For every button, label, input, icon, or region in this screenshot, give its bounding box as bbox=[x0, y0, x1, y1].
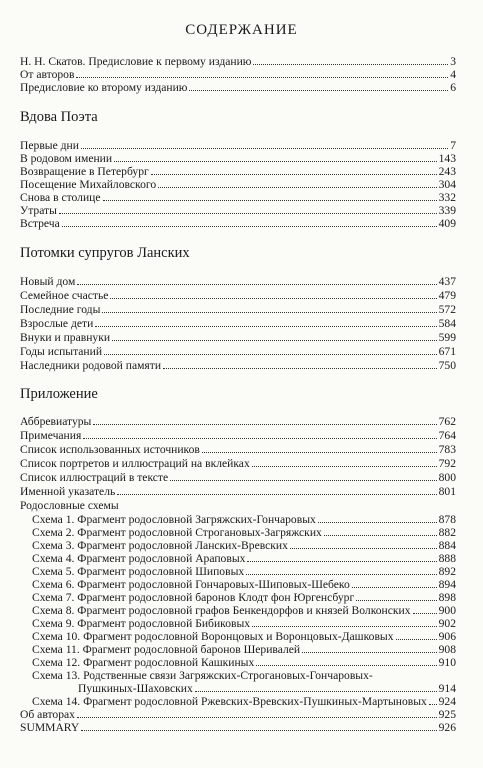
toc-entry: Снова в столице 332 bbox=[20, 191, 456, 204]
toc-entry: Посещение Михайловского 304 bbox=[20, 178, 456, 191]
toc-scheme-entry-line1: Схема 13. Родственные связи Загряжских-Строгановых-Гончаровых- bbox=[32, 669, 373, 682]
toc-scheme-entry: Схема 14. Фрагмент родословной Ржевских-Вревских-Пушкиных-Мартыновых 924 bbox=[32, 695, 456, 708]
toc-scheme-entry-line2: Пушкиных-Шаховских 914 bbox=[78, 682, 456, 695]
toc-scheme-entry: Схема 10. Фрагмент родословной Воронцовых и Воронцовых-Дашковых 906 bbox=[32, 630, 456, 643]
toc-scheme-entry: Схема 7. Фрагмент родословной баронов Клодт фон Юргенсбург 898 bbox=[32, 591, 456, 604]
toc-entry: Наследники родовой памяти 750 bbox=[20, 359, 456, 372]
toc-entry: От авторов 4 bbox=[20, 68, 456, 81]
toc-scheme-entry: Схема 3. Фрагмент родословной Ланских-Вревских 884 bbox=[32, 539, 456, 552]
toc-entry: Возвращение в Петербург 243 bbox=[20, 165, 456, 178]
toc-entry: Последние годы 572 bbox=[20, 303, 456, 316]
toc-entry: Встреча 409 bbox=[20, 217, 456, 230]
toc-scheme-entry: Схема 2. Фрагмент родословной Строгановых-Загряжских 882 bbox=[32, 526, 456, 539]
toc-entry: В родовом имении 143 bbox=[20, 152, 456, 165]
section-heading: Вдова Поэта bbox=[20, 109, 98, 125]
toc-entry: Внуки и правнуки 599 bbox=[20, 331, 456, 344]
toc-entry: Семейное счастье 479 bbox=[20, 289, 456, 302]
toc-entry: Примечания 764 bbox=[20, 429, 456, 442]
toc-scheme-entry: Схема 8. Фрагмент родословной графов Бенкендорфов и князей Волконских 900 bbox=[32, 604, 456, 617]
toc-entry: Предисловие ко второму изданию 6 bbox=[20, 81, 456, 94]
toc-scheme-entry: Схема 5. Фрагмент родословной Шиповых 892 bbox=[32, 565, 456, 578]
toc-scheme-entry: Схема 11. Фрагмент родословной баронов Шеривалей 908 bbox=[32, 643, 456, 656]
toc-entry: Н. Н. Скатов. Предисловие к первому изданию 3 bbox=[20, 55, 456, 68]
toc-scheme-entry: Схема 1. Фрагмент родословной Загряжских-Гончаровых 878 bbox=[32, 513, 456, 526]
page-title: СОДЕРЖАНИЕ bbox=[185, 22, 298, 38]
toc-entry: Список иллюстраций в тексте 800 bbox=[20, 471, 456, 484]
toc-scheme-entry: Схема 4. Фрагмент родословной Араповых 888 bbox=[32, 552, 456, 565]
toc-entry: Аббревиатуры 762 bbox=[20, 415, 456, 428]
toc-scheme-entry: Схема 9. Фрагмент родословной Бибиковых 902 bbox=[32, 617, 456, 630]
toc-entry: Родословные схемы bbox=[20, 499, 119, 512]
toc-entry: Взрослые дети 584 bbox=[20, 317, 456, 330]
toc-entry: Годы испытаний 671 bbox=[20, 345, 456, 358]
toc-entry: Именной указатель 801 bbox=[20, 485, 456, 498]
toc-entry: Утраты 339 bbox=[20, 204, 456, 217]
toc-entry: Об авторах 925 bbox=[20, 708, 456, 721]
toc-entry: Список использованных источников 783 bbox=[20, 443, 456, 456]
toc-entry: Первые дни 7 bbox=[20, 139, 456, 152]
toc-entry: SUMMARY 926 bbox=[20, 721, 456, 734]
section-heading: Потомки супругов Ланских bbox=[20, 245, 190, 261]
toc-entry: Новый дом 437 bbox=[20, 275, 456, 288]
toc-scheme-entry: Схема 6. Фрагмент родословной Гончаровых-Шиповых-Шебеко 894 bbox=[32, 578, 456, 591]
toc-entry: Список портретов и иллюстраций на вклейках 792 bbox=[20, 457, 456, 470]
section-heading: Приложение bbox=[20, 386, 98, 402]
toc-scheme-entry: Схема 12. Фрагмент родословной Кашкиных 910 bbox=[32, 656, 456, 669]
